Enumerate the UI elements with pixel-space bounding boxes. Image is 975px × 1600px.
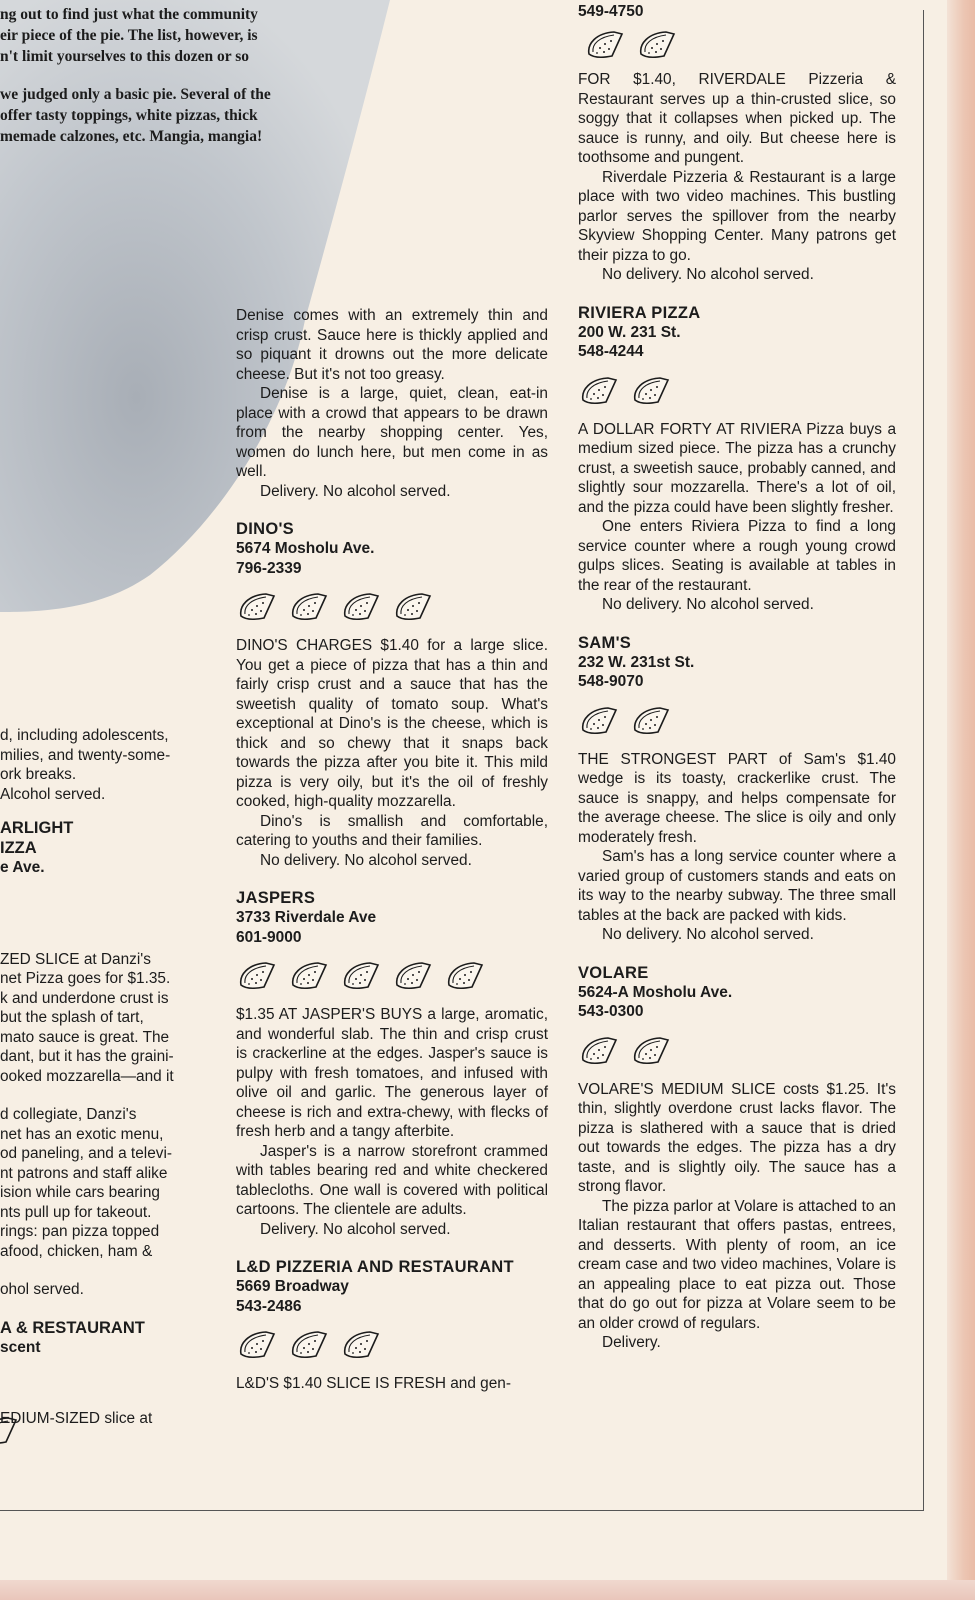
listing-phone: 549-4750	[578, 3, 644, 20]
fragment-line: net has an exotic menu,	[0, 1125, 164, 1143]
listing-name: SAM'S	[578, 633, 632, 652]
review-paragraph: A DOLLAR FORTY AT RIVIERA Pizza buys a medium sized piece. The pizza has a crunchy crust, a sweetish sauce, probably canned, and slightly sour mozzarella. There's a lot of oil, and the pizza could have been slightly fresher.	[578, 420, 896, 516]
pizza-slice-icon	[578, 374, 620, 406]
listing	[578, 633, 896, 945]
pizza-slice-icon	[630, 704, 672, 736]
review-paragraph: The pizza parlor at Volare is attached to an Italian restaurant that offers pastas, entrees, and desserts. With plenty of room, an ice cream case and two video machines, Volare is an appealing place to eat pizza out. Those that do go out for pizza at Volare seem to be an older crowd of regulars.	[578, 1197, 896, 1332]
fragment-line: nts pull up for takeout.	[0, 1203, 152, 1221]
pizza-slice-icon	[0, 1414, 20, 1446]
pizza-slice-icon	[236, 959, 278, 991]
left-fragment-column	[0, 726, 200, 1429]
listing-name: A & RESTAURANT	[0, 1318, 145, 1337]
fragment-line: but the splash of tart,	[0, 1009, 144, 1026]
review-paragraph: Denise is a large, quiet, clean, eat-in place with a crowd that appears to be drawn from the nearby shopping center. Yes, women do lunch here, but men come in as well.	[236, 385, 548, 480]
fragment-line: od paneling, and a televi-	[0, 1145, 172, 1162]
rating	[236, 590, 548, 622]
listing	[236, 519, 548, 870]
listing-name: RIVIERA PIZZA	[578, 303, 701, 322]
fragment-line: d, including adolescents,	[0, 727, 169, 744]
listing-address: 3733 Riverdale Ave	[236, 909, 377, 926]
listing-name: DINO'S	[236, 520, 294, 538]
intro-line: ng out to find just what the community	[0, 6, 258, 23]
pizza-slice-icon	[630, 1034, 672, 1066]
review-closing: No delivery. No alcohol served.	[602, 596, 814, 613]
review-closing: Delivery. No alcohol served.	[260, 482, 451, 500]
pizza-slice-icon	[340, 959, 382, 991]
listing-address: scent	[0, 1338, 41, 1356]
pizza-slice-icon	[578, 1034, 620, 1066]
listing-name: L&D PIZZERIA AND RESTAURANT	[236, 1258, 514, 1276]
fragment-line: dant, but it has the graini-	[0, 1048, 174, 1065]
column-rule-right	[923, 10, 924, 1510]
listing-name: IZZA	[0, 839, 37, 857]
fragment-line: net Pizza goes for $1.35.	[0, 970, 171, 987]
listing-phone: 548-9070	[578, 673, 644, 690]
fragment-line: nt patrons and staff alike	[0, 1164, 168, 1182]
listing-address: 5624-A Mosholu Ave.	[578, 983, 733, 1001]
listing-name: ARLIGHT	[0, 819, 74, 837]
review-paragraph: One enters Riviera Pizza to find a long service counter where a rough young crowd gulps slices. Seating is available at tables in the rear of the restaurant.	[578, 518, 896, 594]
rating	[578, 1034, 896, 1066]
right-column	[578, 4, 896, 1353]
fragment-line: d collegiate, Danzi's	[0, 1106, 137, 1123]
fragment-line: EDIUM-SIZED slice at	[0, 1410, 153, 1427]
fragment-line: afood, chicken, ham &	[0, 1242, 153, 1260]
pizza-slice-icon	[340, 1328, 382, 1360]
review-paragraph: DINO'S CHARGES $1.40 for a large slice. You get a piece of pizza that has a thin and fairly crisp crust and a sauce that has the sweetish quality of tomato soup. What's exceptional at Dino's is the cheese, which is thick and so chewy that it snaps back towards the pizza after you bite it. This mild pizza is very oily, but it's the oil of freshly cooked, high-quality mozzarella.	[236, 637, 548, 810]
riverdale-review	[578, 70, 896, 285]
listing	[236, 1257, 548, 1394]
listing-phone: 543-2486	[236, 1297, 302, 1315]
pizza-slice-icon	[392, 959, 434, 991]
listing-address: 232 W. 231st St.	[578, 653, 695, 671]
listing-phone: 548-4244	[578, 343, 644, 360]
review-paragraph: THE STRONGEST PART of Sam's $1.40 wedge is its toasty, crackerlike crust. The sauce is snappy, and helps compensate for the average cheese. The slice is oily and only moderately fresh.	[578, 750, 896, 846]
pizza-slice-icon	[340, 590, 382, 622]
review-paragraph: Sam's has a long service counter where a varied group of customers stands and eats on its way to the nearby subway. The three small tables at the back are packed with kids.	[578, 848, 896, 924]
pizza-slice-icon	[236, 1328, 278, 1360]
pizza-slice-icon	[636, 28, 678, 60]
pizza-slice-icon	[288, 1328, 330, 1360]
fragment-line: rings: pan pizza topped	[0, 1223, 160, 1240]
review-paragraph: $1.35 AT JASPER'S BUYS a large, aromatic, and wonderful slab. The thin and crisp crust is crackerline at the edges. Jasper's sauce is pulpy with fresh tomatoes, and infused with olive oil and garlic. The generous layer of cheese is rich and extra-chewy, with flecks of fresh herb and a tangy afterbite.	[236, 1006, 548, 1140]
review-closing: No delivery. No alcohol served.	[260, 851, 472, 869]
listing	[578, 303, 896, 615]
intro-line: n't limit yourselves to this dozen or so	[0, 48, 249, 65]
rating	[236, 1328, 548, 1360]
pizza-slice-icon	[578, 704, 620, 736]
pizza-slice-icon	[584, 28, 626, 60]
fragment-line: ooked mozzarella—and it	[0, 1067, 174, 1085]
rating	[236, 959, 548, 991]
review-paragraph: Jasper's is a narrow storefront crammed with tables bearing red and white checkered tablecloths. One wall is covered with political cartoons. The clientele are adults.	[236, 1142, 548, 1218]
review-paragraph: Dino's is smallish and comfortable, catering to youths and their families.	[236, 812, 548, 849]
fragment-line: milies, and twenty-some-	[0, 746, 171, 764]
page-edge	[947, 0, 975, 1600]
review-closing: Delivery. No alcohol served.	[260, 1220, 451, 1238]
rating	[578, 704, 896, 736]
fragment-line: ork breaks.	[0, 766, 77, 783]
listing-address: 5674 Mosholu Ave.	[236, 540, 375, 557]
review-paragraph: Riverdale Pizzeria & Restaurant is a large place with two video machines. This bustling parlor serves the spillover from the nearby Skyview Shopping Center. Many patrons get their pizza to go.	[578, 168, 896, 264]
fragment-line: mato sauce is great. The	[0, 1028, 170, 1046]
fragment-line: Alcohol served.	[0, 785, 106, 803]
denise-review	[236, 306, 548, 501]
review-paragraph: Denise comes with an extremely thin and crisp crust. Sauce here is thickly applied and so piquant it drowns out the more delicate cheese. But it's not too greasy.	[236, 307, 548, 383]
listing-address: 200 W. 231 St.	[578, 323, 681, 341]
rating	[584, 28, 896, 60]
middle-column	[236, 306, 548, 1394]
listing-phone: 796-2339	[236, 559, 302, 577]
listing-address: 5669 Broadway	[236, 1278, 349, 1295]
pizza-slice-icon	[630, 374, 672, 406]
middle-listings	[236, 519, 548, 1394]
review-paragraph: VOLARE'S MEDIUM SLICE costs $1.25. It's thin, slightly overdone crust lacks flavor. The pizza is slathered with a sauce that is dried out towards the edges. The pizza has a dry taste, and is slightly oily. The sauce has a strong flavor.	[578, 1080, 896, 1195]
listing-phone: 601-9000	[236, 928, 302, 946]
pizza-slice-icon	[444, 959, 486, 991]
fragment-line: ZED SLICE at Danzi's	[0, 950, 151, 968]
pizza-slice-icon	[236, 590, 278, 622]
listing-name: VOLARE	[578, 963, 649, 982]
listing-name: JASPERS	[236, 889, 316, 907]
fragment-line: ohol served.	[0, 1281, 84, 1298]
review-closing: Delivery.	[602, 1334, 661, 1351]
intro-line: eir piece of the pie. The list, however, is	[0, 27, 258, 44]
intro-line: offer tasty toppings, white pizzas, thick	[0, 107, 258, 124]
pizza-slice-icon	[288, 959, 330, 991]
listing	[578, 963, 896, 1353]
listing-phone: 543-0300	[578, 1003, 644, 1020]
review-paragraph: L&D'S $1.40 SLICE IS FRESH and gen-	[236, 1375, 511, 1392]
column-rule-bottom	[0, 1510, 924, 1511]
review-closing: No delivery. No alcohol served.	[602, 926, 814, 943]
listing	[236, 888, 548, 1239]
bottom-band	[0, 1580, 975, 1600]
pizza-slice-icon	[392, 590, 434, 622]
pizza-slice-icon	[288, 590, 330, 622]
listing-address: e Ave.	[0, 859, 45, 876]
intro-line: memade calzones, etc. Mangia, mangia!	[0, 128, 263, 145]
intro-line: we judged only a basic pie. Several of the	[0, 86, 271, 103]
right-listings	[578, 303, 896, 1353]
rating	[578, 374, 896, 406]
fragment-line: ision while cars bearing	[0, 1184, 160, 1201]
review-paragraph: FOR $1.40, RIVERDALE Pizzeria & Restaurant serves up a thin-crusted slice, so soggy that it collapses when picked up. The sauce is runny, and oily. But cheese here is toothsome and pungent.	[578, 71, 896, 166]
fragment-line: k and underdone crust is	[0, 989, 169, 1007]
review-closing: No delivery. No alcohol served.	[602, 266, 814, 283]
